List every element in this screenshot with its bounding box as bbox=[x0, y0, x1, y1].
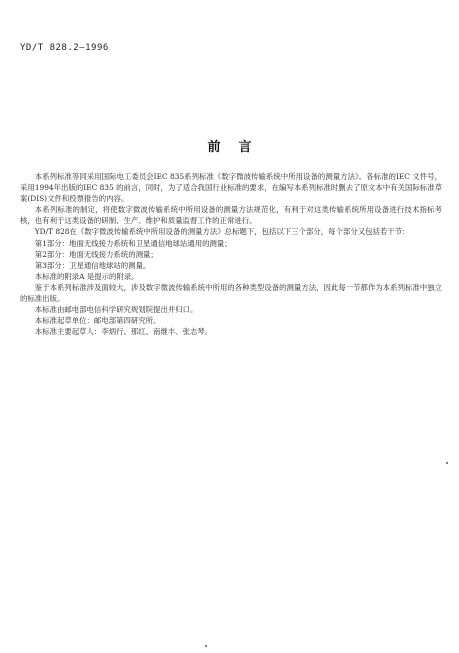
paragraph: 鉴于本系列标准涉及面较大，涉及数字微波传输系统中所用的各种类型设备的测量方法，因此每一节都作为本系列标准中独立的标准出版。 bbox=[20, 282, 442, 304]
foreword-body bbox=[20, 171, 442, 337]
list-item: 第3部分：卫星通信地球站的测量。 bbox=[34, 260, 151, 270]
list-item: 第2部分：地面无线接力系统的测量； bbox=[34, 249, 158, 259]
paragraph: 本标准由邮电部电信科学研究规划院提出并归口。 bbox=[34, 305, 198, 315]
list-item: 第1部分：地面无线接力系统和卫星通信地球站通用的测量； bbox=[34, 238, 232, 248]
paragraph: 本系列标准的制定，将使数字微波传输系统中所用设备的测量方法规范化，有利于对这类传输系统所用设备进行技术指标考核，也有利于这类设备的研制、生产、维护和质量监督工作的正常进行。 bbox=[20, 205, 442, 226]
paragraph: 本标准的附录A 是提示的附录。 bbox=[34, 271, 139, 281]
paragraph: 本标准起草单位：邮电部第四研究所。 bbox=[34, 316, 161, 326]
standard-code: YD/T 828.2—1996 bbox=[20, 43, 109, 53]
paragraph: 本系列标准等同采用国际电工委员会IEC 835系列标准《数字微波传输系统中所用设备的测量方法》。各标准的IEC 文件号，采用1994年出版的IEC 835 的前言，同时，为了适合我国行业标准的要求，在编写本系列标准时删去了原文本中有关国际标准草案(DIS)文件和投票报告的内容。 bbox=[20, 172, 442, 204]
paragraph: YD/T 828在《数字微波传输系统中所用设备的测量方法》总标题下，包括以下三个部分，每个部分又包括若干节： bbox=[34, 227, 410, 237]
paragraph: 本标准主要起草人：李炳行、那红、南继丰、张志琴。 bbox=[34, 327, 213, 337]
page-title: 前言 bbox=[207, 140, 270, 155]
scan-speck bbox=[205, 645, 207, 647]
scan-speck bbox=[446, 462, 448, 464]
